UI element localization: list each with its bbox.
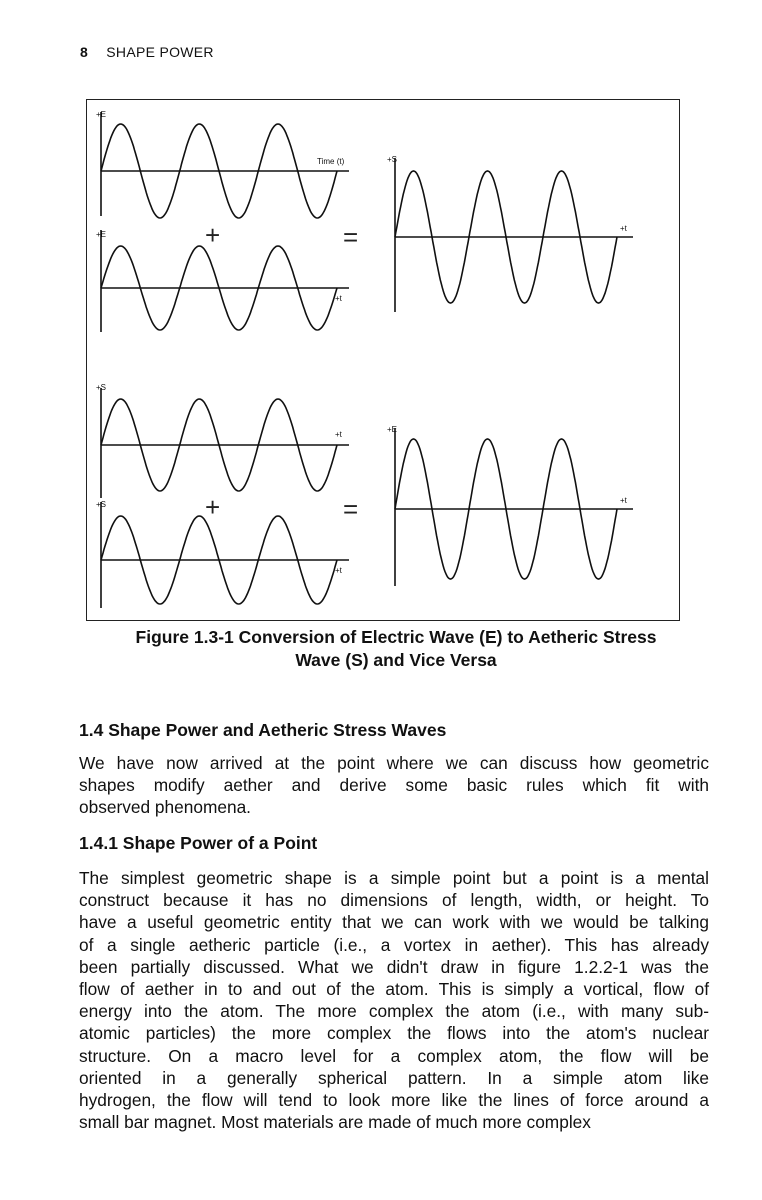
e-axis-label: +E bbox=[387, 425, 398, 434]
figure-diagram bbox=[87, 100, 681, 622]
text-line: of a single aetheric particle (i.e., a vortex in aether). This has already bbox=[79, 934, 709, 955]
text-line: oriented in a generally spherical pattern. In a simple atom like bbox=[79, 1067, 709, 1088]
text-line: construct because it has no dimensions of length, width, or height. To bbox=[79, 890, 709, 911]
text-line: energy into the atom. The more complex the atom (i.e., with many sub- bbox=[79, 1001, 709, 1022]
plus-sign: + bbox=[205, 492, 221, 522]
plus-sign: + bbox=[205, 220, 221, 250]
stress-wave-top bbox=[96, 383, 349, 498]
s-axis-label: +S bbox=[96, 383, 107, 392]
time-axis-label: Time (t) bbox=[317, 157, 345, 166]
stress-wave-result bbox=[387, 155, 633, 312]
text-line: small bar magnet. Most materials are made of much more complex bbox=[79, 1112, 591, 1133]
electric-wave-result bbox=[387, 425, 633, 586]
t-axis-label: +t bbox=[335, 430, 342, 439]
subsection-paragraph bbox=[79, 867, 709, 1133]
s-axis-label: +S bbox=[96, 500, 107, 509]
subsection-heading: 1.4.1 Shape Power of a Point bbox=[79, 833, 318, 853]
figure-caption bbox=[86, 626, 706, 672]
equals-sign: = bbox=[343, 222, 359, 252]
text-line: structure. On a macro level for a complex atom, the flow will be bbox=[79, 1045, 709, 1066]
caption-line: Wave (S) and Vice Versa bbox=[295, 650, 497, 670]
t-axis-label: +t bbox=[335, 294, 342, 303]
caption-line: Figure 1.3-1 Conversion of Electric Wave (E) to Aetheric Stress bbox=[135, 627, 657, 647]
s-axis-label: +S bbox=[387, 155, 398, 164]
e-axis-label: +E bbox=[96, 230, 107, 239]
text-line: observed phenomena. bbox=[79, 797, 251, 818]
running-title: SHAPE POWER bbox=[106, 44, 214, 60]
text-line: We have now arrived at the point where we can discuss how geometric bbox=[79, 753, 709, 773]
electric-wave-bottom bbox=[96, 230, 349, 332]
t-axis-label: +t bbox=[620, 496, 627, 505]
section-paragraph bbox=[79, 752, 709, 819]
t-axis-label: +t bbox=[620, 224, 627, 233]
section-heading: 1.4 Shape Power and Aetheric Stress Waves bbox=[79, 720, 447, 740]
t-axis-label: +t bbox=[335, 566, 342, 575]
page-number: 8 bbox=[80, 44, 89, 60]
text-line: have a useful geometric entity that we can work with we would be talking bbox=[79, 912, 709, 933]
text-line: hydrogen, the flow will tend to look more like the lines of force around a bbox=[79, 1090, 709, 1111]
wave-conversion-figure bbox=[86, 99, 680, 621]
running-head bbox=[80, 44, 214, 60]
text-line: been partially discussed. What we didn't draw in figure 1.2.2-1 was the bbox=[79, 956, 709, 977]
text-line: shapes modify aether and derive some basic rules which fit with bbox=[79, 775, 709, 796]
text-line: flow of aether in to and out of the atom. This is simply a vortical, flow of bbox=[79, 979, 709, 1000]
text-line: atomic particles) the more complex the flows into the atom's nuclear bbox=[79, 1023, 709, 1044]
stress-wave-bottom bbox=[96, 500, 349, 608]
equals-sign: = bbox=[343, 494, 359, 524]
e-axis-label: +E bbox=[96, 110, 107, 119]
text-line: The simplest geometric shape is a simple point but a point is a mental bbox=[79, 868, 709, 888]
electric-wave-top bbox=[96, 110, 349, 218]
